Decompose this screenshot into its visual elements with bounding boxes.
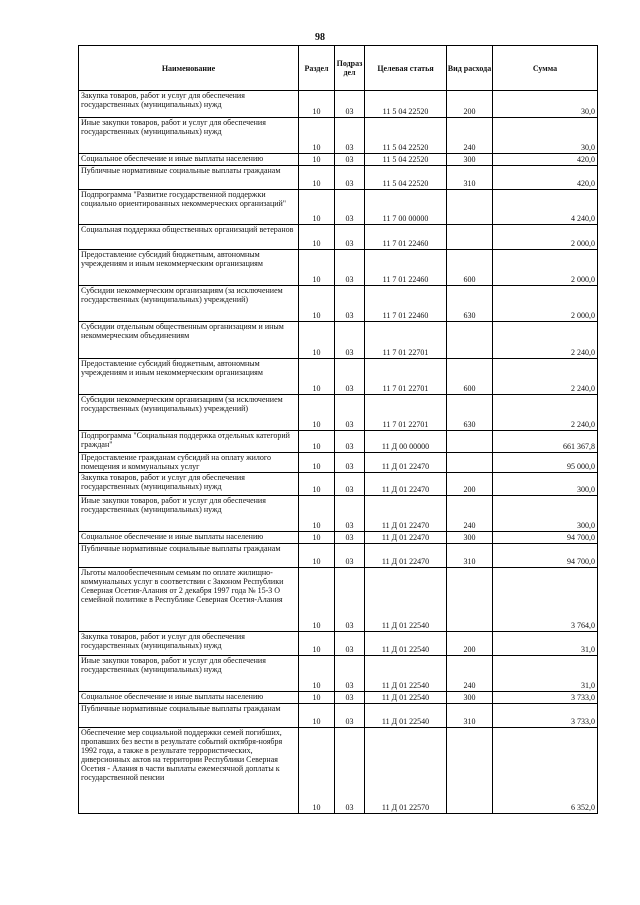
table-row bbox=[79, 359, 598, 395]
row-amount: 2 240,0 bbox=[493, 322, 598, 359]
row-section: 10 bbox=[299, 322, 335, 359]
row-amount: 2 240,0 bbox=[493, 395, 598, 431]
row-name: Иные закупки товаров, работ и услуг для обеспечения государственных (муниципальных) нужд bbox=[79, 496, 299, 532]
header-name: Наименование bbox=[79, 46, 299, 91]
table-row bbox=[79, 728, 598, 814]
row-amount: 300,0 bbox=[493, 473, 598, 496]
row-section: 10 bbox=[299, 166, 335, 190]
row-amount: 95 000,0 bbox=[493, 453, 598, 473]
table-row bbox=[79, 166, 598, 190]
row-subsection: 03 bbox=[335, 250, 365, 286]
row-target: 11 7 00 00000 bbox=[365, 190, 447, 225]
row-amount: 31,0 bbox=[493, 656, 598, 692]
row-expense-type: 200 bbox=[447, 91, 493, 118]
row-name: Закупка товаров, работ и услуг для обеспечения государственных (муниципальных) нужд bbox=[79, 91, 299, 118]
row-name: Субсидии некоммерческим организациям (за исключением государственных (муниципальных) учреждений) bbox=[79, 395, 299, 431]
row-amount: 3 733,0 bbox=[493, 704, 598, 728]
row-section: 10 bbox=[299, 473, 335, 496]
row-target: 11 7 01 22460 bbox=[365, 250, 447, 286]
table-row bbox=[79, 154, 598, 166]
table-row bbox=[79, 190, 598, 225]
row-section: 10 bbox=[299, 225, 335, 250]
row-target: 11 7 01 22701 bbox=[365, 395, 447, 431]
row-section: 10 bbox=[299, 544, 335, 568]
header-amount: Сумма bbox=[493, 46, 598, 91]
row-subsection: 03 bbox=[335, 473, 365, 496]
row-subsection: 03 bbox=[335, 431, 365, 453]
row-name: Социальное обеспечение и иные выплаты населению bbox=[79, 692, 299, 704]
table-row bbox=[79, 632, 598, 656]
header-subsection: Подраз дел bbox=[335, 46, 365, 91]
row-amount: 30,0 bbox=[493, 91, 598, 118]
row-section: 10 bbox=[299, 250, 335, 286]
row-target: 11 7 01 22701 bbox=[365, 322, 447, 359]
table-row bbox=[79, 286, 598, 322]
row-expense-type: 240 bbox=[447, 118, 493, 154]
row-amount: 420,0 bbox=[493, 166, 598, 190]
row-expense-type bbox=[447, 225, 493, 250]
row-amount: 3 733,0 bbox=[493, 692, 598, 704]
header-expense-type: Вид расхода bbox=[447, 46, 493, 91]
row-expense-type bbox=[447, 431, 493, 453]
row-section: 10 bbox=[299, 728, 335, 814]
row-expense-type: 300 bbox=[447, 154, 493, 166]
row-name: Закупка товаров, работ и услуг для обеспечения государственных (муниципальных) нужд bbox=[79, 632, 299, 656]
row-subsection: 03 bbox=[335, 728, 365, 814]
row-target: 11 Д 01 22540 bbox=[365, 568, 447, 632]
table-row bbox=[79, 395, 598, 431]
row-subsection: 03 bbox=[335, 568, 365, 632]
row-name: Предоставление гражданам субсидий на оплату жилого помещения и коммунальных услуг bbox=[79, 453, 299, 473]
row-section: 10 bbox=[299, 704, 335, 728]
table-row bbox=[79, 496, 598, 532]
row-expense-type: 600 bbox=[447, 359, 493, 395]
row-target: 11 Д 01 22470 bbox=[365, 544, 447, 568]
row-expense-type: 310 bbox=[447, 544, 493, 568]
row-section: 10 bbox=[299, 431, 335, 453]
row-subsection: 03 bbox=[335, 656, 365, 692]
row-amount: 300,0 bbox=[493, 496, 598, 532]
row-subsection: 03 bbox=[335, 359, 365, 395]
row-section: 10 bbox=[299, 395, 335, 431]
table-row bbox=[79, 118, 598, 154]
table-row bbox=[79, 453, 598, 473]
row-amount: 31,0 bbox=[493, 632, 598, 656]
row-name: Субсидии некоммерческим организациям (за исключением государственных (муниципальных) учреждений) bbox=[79, 286, 299, 322]
table-row bbox=[79, 704, 598, 728]
row-target: 11 Д 01 22540 bbox=[365, 704, 447, 728]
row-subsection: 03 bbox=[335, 225, 365, 250]
row-subsection: 03 bbox=[335, 632, 365, 656]
row-subsection: 03 bbox=[335, 91, 365, 118]
row-subsection: 03 bbox=[335, 190, 365, 225]
row-target: 11 Д 01 22470 bbox=[365, 532, 447, 544]
row-name: Подпрограмма "Социальная поддержка отдельных категорий граждан" bbox=[79, 431, 299, 453]
row-expense-type: 310 bbox=[447, 166, 493, 190]
row-section: 10 bbox=[299, 190, 335, 225]
row-name: Закупка товаров, работ и услуг для обеспечения государственных (муниципальных) нужд bbox=[79, 473, 299, 496]
row-expense-type: 300 bbox=[447, 692, 493, 704]
table-row bbox=[79, 656, 598, 692]
row-amount: 4 240,0 bbox=[493, 190, 598, 225]
row-subsection: 03 bbox=[335, 532, 365, 544]
row-target: 11 Д 01 22540 bbox=[365, 656, 447, 692]
row-name: Социальное обеспечение и иные выплаты населению bbox=[79, 532, 299, 544]
row-name: Обеспечение мер социальной поддержки семей погибших, пропавших без вести в результате событий октября-ноября 1992 года, а также в результате террористических, диверсионных актов на территории Республики Северная Осетия - Алания в части выплаты ежемесячной доплаты к государственной пенсии bbox=[79, 728, 299, 814]
row-expense-type: 630 bbox=[447, 395, 493, 431]
table-row bbox=[79, 322, 598, 359]
row-name: Льготы малообеспеченным семьям по оплате жилищно-коммунальных услуг в соответствии с Законом Республики Северная Осетия-Алания от 2 декабря 1997 года № 15-З О семейной политике в Республике Северная Осетия-Алания bbox=[79, 568, 299, 632]
table-row bbox=[79, 532, 598, 544]
row-subsection: 03 bbox=[335, 692, 365, 704]
row-expense-type: 200 bbox=[447, 632, 493, 656]
row-expense-type: 240 bbox=[447, 496, 493, 532]
row-subsection: 03 bbox=[335, 395, 365, 431]
table-row bbox=[79, 473, 598, 496]
row-subsection: 03 bbox=[335, 544, 365, 568]
row-section: 10 bbox=[299, 359, 335, 395]
row-target: 11 Д 01 22540 bbox=[365, 692, 447, 704]
row-amount: 2 000,0 bbox=[493, 225, 598, 250]
row-target: 11 Д 01 22570 bbox=[365, 728, 447, 814]
row-subsection: 03 bbox=[335, 322, 365, 359]
row-target: 11 Д 01 22470 bbox=[365, 473, 447, 496]
row-target: 11 7 01 22460 bbox=[365, 225, 447, 250]
row-expense-type bbox=[447, 322, 493, 359]
row-section: 10 bbox=[299, 532, 335, 544]
table-row bbox=[79, 692, 598, 704]
row-target: 11 7 01 22460 bbox=[365, 286, 447, 322]
header-section: Раздел bbox=[299, 46, 335, 91]
page-number: 98 bbox=[315, 32, 325, 43]
row-section: 10 bbox=[299, 692, 335, 704]
row-expense-type bbox=[447, 190, 493, 225]
row-expense-type: 240 bbox=[447, 656, 493, 692]
row-amount: 2 240,0 bbox=[493, 359, 598, 395]
row-name: Иные закупки товаров, работ и услуг для обеспечения государственных (муниципальных) нужд bbox=[79, 118, 299, 154]
row-name: Предоставление субсидий бюджетным, автономным учреждениям и иным некоммерческим организациям bbox=[79, 250, 299, 286]
row-target: 11 5 04 22520 bbox=[365, 166, 447, 190]
row-target: 11 Д 01 22470 bbox=[365, 496, 447, 532]
row-section: 10 bbox=[299, 496, 335, 532]
row-expense-type bbox=[447, 728, 493, 814]
row-target: 11 5 04 22520 bbox=[365, 118, 447, 154]
row-subsection: 03 bbox=[335, 453, 365, 473]
row-name: Предоставление субсидий бюджетным, автономным учреждениям и иным некоммерческим организациям bbox=[79, 359, 299, 395]
row-expense-type: 310 bbox=[447, 704, 493, 728]
row-amount: 6 352,0 bbox=[493, 728, 598, 814]
row-subsection: 03 bbox=[335, 496, 365, 532]
row-expense-type: 200 bbox=[447, 473, 493, 496]
row-subsection: 03 bbox=[335, 118, 365, 154]
row-name: Подпрограмма "Развитие государственной поддержки социально ориентированных некоммерческих организаций" bbox=[79, 190, 299, 225]
budget-table bbox=[78, 45, 598, 814]
row-section: 10 bbox=[299, 632, 335, 656]
row-section: 10 bbox=[299, 568, 335, 632]
table-row bbox=[79, 250, 598, 286]
row-expense-type: 600 bbox=[447, 250, 493, 286]
row-subsection: 03 bbox=[335, 166, 365, 190]
row-name: Субсидии отдельным общественным организациям и иным некоммерческим объединениям bbox=[79, 322, 299, 359]
row-amount: 3 764,0 bbox=[493, 568, 598, 632]
row-section: 10 bbox=[299, 118, 335, 154]
row-expense-type: 630 bbox=[447, 286, 493, 322]
row-amount: 2 000,0 bbox=[493, 286, 598, 322]
row-section: 10 bbox=[299, 453, 335, 473]
row-target: 11 5 04 22520 bbox=[365, 154, 447, 166]
row-name: Социальная поддержка общественных организаций ветеранов bbox=[79, 225, 299, 250]
row-subsection: 03 bbox=[335, 154, 365, 166]
table-row bbox=[79, 544, 598, 568]
table-row bbox=[79, 568, 598, 632]
row-name: Социальное обеспечение и иные выплаты населению bbox=[79, 154, 299, 166]
row-expense-type: 300 bbox=[447, 532, 493, 544]
table-header-row bbox=[79, 46, 598, 91]
row-name: Иные закупки товаров, работ и услуг для обеспечения государственных (муниципальных) нужд bbox=[79, 656, 299, 692]
row-subsection: 03 bbox=[335, 286, 365, 322]
header-target: Целевая статья bbox=[365, 46, 447, 91]
row-target: 11 Д 01 22470 bbox=[365, 453, 447, 473]
table-row bbox=[79, 225, 598, 250]
row-section: 10 bbox=[299, 91, 335, 118]
row-name: Публичные нормативные социальные выплаты гражданам bbox=[79, 704, 299, 728]
row-expense-type bbox=[447, 453, 493, 473]
row-section: 10 bbox=[299, 656, 335, 692]
table-row bbox=[79, 431, 598, 453]
row-amount: 30,0 bbox=[493, 118, 598, 154]
row-section: 10 bbox=[299, 286, 335, 322]
row-subsection: 03 bbox=[335, 704, 365, 728]
row-section: 10 bbox=[299, 154, 335, 166]
row-target: 11 5 04 22520 bbox=[365, 91, 447, 118]
row-target: 11 Д 01 22540 bbox=[365, 632, 447, 656]
row-expense-type bbox=[447, 568, 493, 632]
row-name: Публичные нормативные социальные выплаты гражданам bbox=[79, 544, 299, 568]
row-amount: 661 367,8 bbox=[493, 431, 598, 453]
row-amount: 94 700,0 bbox=[493, 532, 598, 544]
row-name: Публичные нормативные социальные выплаты гражданам bbox=[79, 166, 299, 190]
table-row bbox=[79, 91, 598, 118]
row-target: 11 Д 00 00000 bbox=[365, 431, 447, 453]
row-amount: 94 700,0 bbox=[493, 544, 598, 568]
row-amount: 420,0 bbox=[493, 154, 598, 166]
row-amount: 2 000,0 bbox=[493, 250, 598, 286]
row-target: 11 7 01 22701 bbox=[365, 359, 447, 395]
